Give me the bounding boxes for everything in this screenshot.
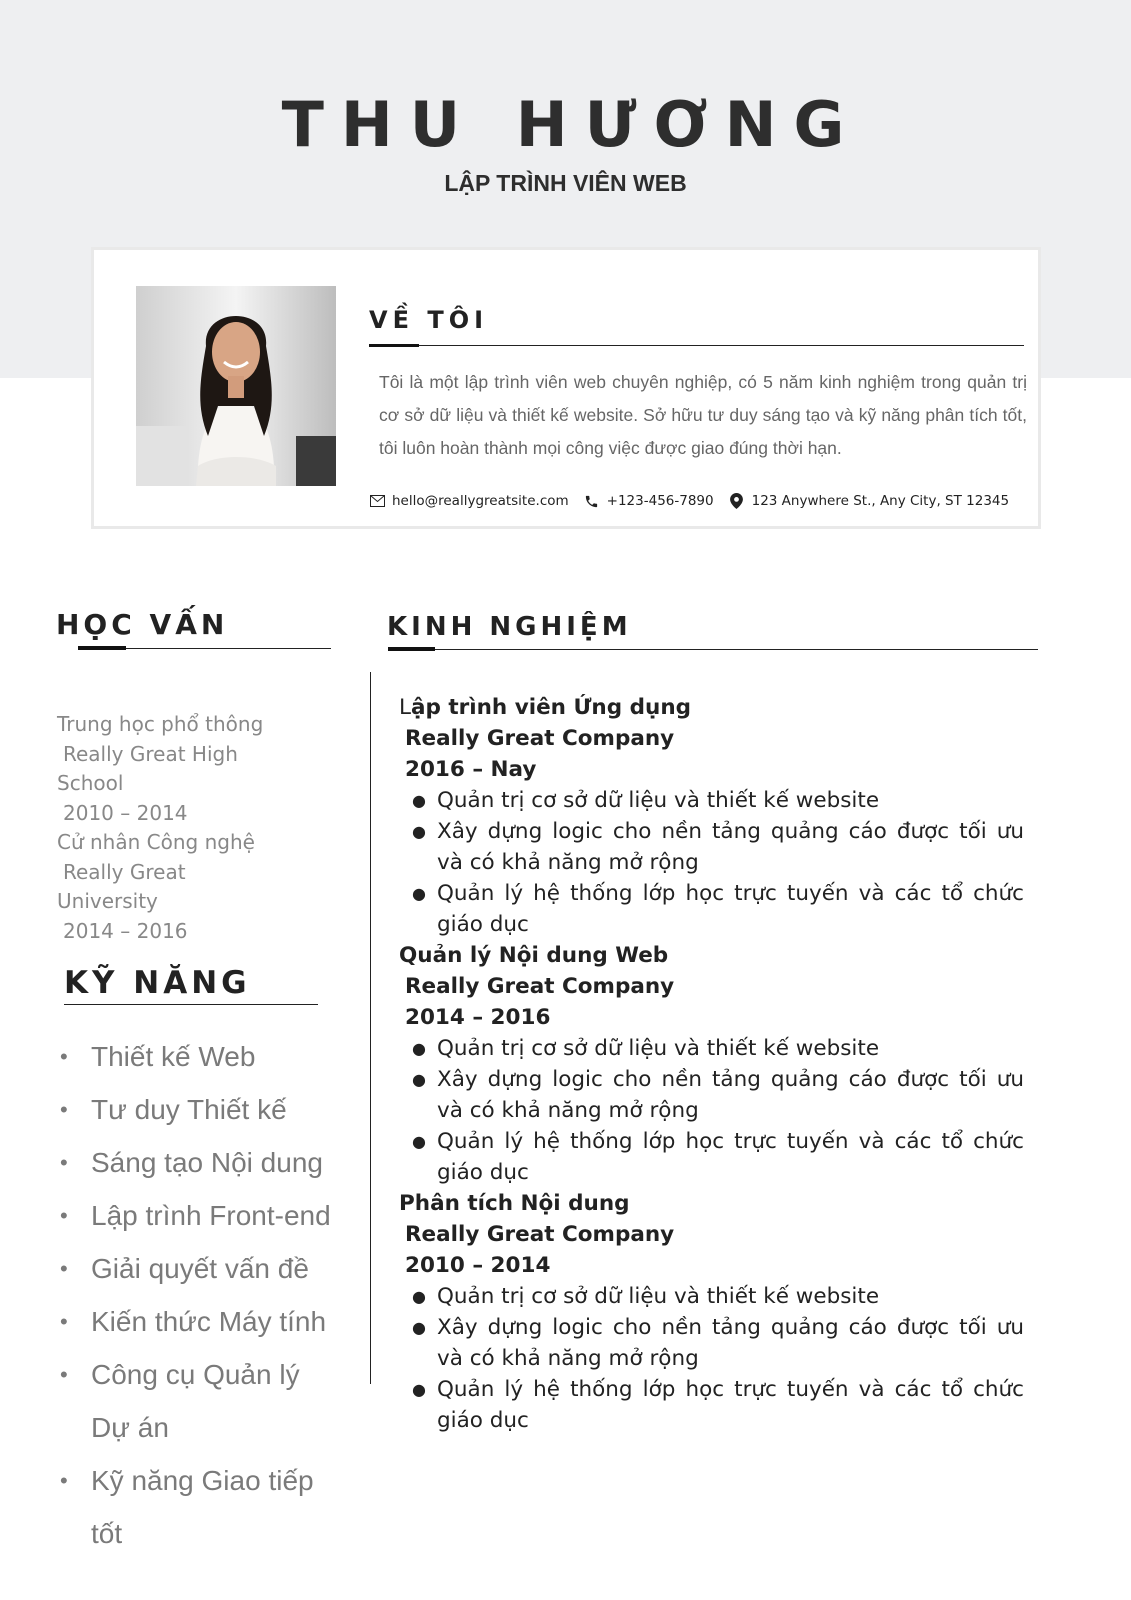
skill-label: Sáng tạo Nội dung xyxy=(91,1147,323,1178)
duty-item: ● Xây dựng logic cho nền tảng quảng cáo được tối ưu và có khả năng mở rộng xyxy=(412,819,1024,875)
education-line: Really Great xyxy=(63,859,186,884)
job-company: Really Great Company xyxy=(405,974,675,999)
duty-item: ● Quản lý hệ thống lớp học trực tuyến và các tổ chức giáo dục xyxy=(412,1129,1024,1185)
column-divider xyxy=(370,672,371,1384)
experience-entry xyxy=(399,940,1024,1188)
job-company: Really Great Company xyxy=(405,1222,675,1247)
skill-label: Thiết kế Web xyxy=(91,1041,256,1072)
job-title: Quản lý Nội dung Web xyxy=(399,943,669,968)
job-title-rest: ập trình viên Ứng dụng xyxy=(410,695,692,720)
profile-photo xyxy=(136,286,336,486)
job-period: 2010 – 2014 xyxy=(405,1253,551,1278)
skills-divider xyxy=(64,1004,318,1005)
skill-label: Kiến thức Máy tính xyxy=(91,1306,327,1337)
duty-text: Quản lý hệ thống lớp học trực tuyến và các tổ chức giáo dục xyxy=(437,1377,1024,1433)
contact-email[interactable]: hello@reallygreatsite.com xyxy=(392,493,569,509)
skill-label: Giải quyết vấn đề xyxy=(91,1253,309,1284)
duty-item: ● Quản trị cơ sở dữ liệu và thiết kế website xyxy=(412,1284,880,1309)
education-line: Trung học phổ thông xyxy=(57,712,264,736)
contact-phone[interactable]: +123-456-7890 xyxy=(606,493,714,509)
education-line: 2010 – 2014 xyxy=(63,800,188,825)
skill-label: Công cụ Quản lý Dự án xyxy=(91,1359,300,1443)
education-line: University xyxy=(57,889,158,913)
job-duties xyxy=(399,1281,1024,1436)
about-divider xyxy=(369,345,1024,346)
duty-item: ● Quản trị cơ sở dữ liệu và thiết kế website xyxy=(412,788,880,813)
skill-item: • Kỹ năng Giao tiếp tốt xyxy=(60,1465,314,1549)
duty-item: ● Xây dựng logic cho nền tảng quảng cáo được tối ưu và có khả năng mở rộng xyxy=(412,1067,1024,1123)
job-period: 2016 – Nay xyxy=(405,757,537,782)
job-title: Phân tích Nội dung xyxy=(399,1191,630,1216)
experience-entry xyxy=(399,692,1024,940)
duty-text: Xây dựng logic cho nền tảng quảng cáo được tối ưu và có khả năng mở rộng xyxy=(437,819,1024,875)
about-divider-accent xyxy=(369,344,419,347)
envelope-icon xyxy=(368,492,386,510)
job-period: 2014 – 2016 xyxy=(405,1005,551,1030)
skills-list xyxy=(60,1030,345,1560)
education-divider-accent xyxy=(78,646,126,650)
job-title xyxy=(399,692,1024,723)
skill-item: • Công cụ Quản lý Dự án xyxy=(60,1359,300,1443)
duty-text: Quản trị cơ sở dữ liệu và thiết kế website xyxy=(437,1284,880,1309)
experience-entry xyxy=(399,1188,1024,1436)
duty-text: Xây dựng logic cho nền tảng quảng cáo được tối ưu và có khả năng mở rộng xyxy=(437,1315,1024,1371)
skill-item: • Thiết kế Web xyxy=(60,1041,256,1072)
experience-divider-accent xyxy=(388,647,435,651)
about-card xyxy=(91,247,1041,529)
duty-text: Xây dựng logic cho nền tảng quảng cáo được tối ưu và có khả năng mở rộng xyxy=(437,1067,1024,1123)
duty-text: Quản lý hệ thống lớp học trực tuyến và các tổ chức giáo dục xyxy=(437,881,1024,937)
skill-item: • Giải quyết vấn đề xyxy=(60,1253,309,1284)
skill-label: Tư duy Thiết kế xyxy=(91,1094,287,1125)
job-duties xyxy=(399,785,1024,940)
job-company: Really Great Company xyxy=(405,726,675,751)
skill-label: Kỹ năng Giao tiếp tốt xyxy=(91,1465,314,1549)
education-line: 2014 – 2016 xyxy=(63,918,188,943)
education-line: School xyxy=(57,771,124,795)
contact-address: 123 Anywhere St., Any City, ST 12345 xyxy=(751,493,1010,509)
duty-item: ● Quản lý hệ thống lớp học trực tuyến và các tổ chức giáo dục xyxy=(412,1377,1024,1433)
duty-item: ● Quản lý hệ thống lớp học trực tuyến và các tổ chức giáo dục xyxy=(412,881,1024,937)
education-line: Really Great High xyxy=(63,741,238,766)
candidate-title: LẬP TRÌNH VIÊN WEB xyxy=(444,170,687,196)
skill-item: • Sáng tạo Nội dung xyxy=(60,1147,323,1178)
duty-text: Quản trị cơ sở dữ liệu và thiết kế website xyxy=(437,1036,880,1061)
location-pin-icon xyxy=(728,492,746,510)
duty-item: ● Xây dựng logic cho nền tảng quảng cáo được tối ưu và có khả năng mở rộng xyxy=(412,1315,1024,1371)
about-heading: VỀ TÔI xyxy=(369,306,489,334)
experience-list xyxy=(399,692,1024,1436)
duty-text: Quản lý hệ thống lớp học trực tuyến và các tổ chức giáo dục xyxy=(437,1129,1024,1185)
education-line: Cử nhân Công nghệ xyxy=(57,830,255,854)
candidate-name: THU HƯƠNG xyxy=(281,88,862,161)
skill-item: • Lập trình Front-end xyxy=(60,1200,331,1231)
skills-heading: KỸ NĂNG xyxy=(64,965,251,1001)
contact-row xyxy=(368,492,1009,510)
skill-label: Lập trình Front-end xyxy=(91,1200,331,1231)
skill-item: • Tư duy Thiết kế xyxy=(60,1094,287,1125)
experience-heading: KINH NGHIỆM xyxy=(387,612,632,642)
phone-icon xyxy=(583,492,601,510)
duty-item: ● Quản trị cơ sở dữ liệu và thiết kế website xyxy=(412,1036,880,1061)
skill-item: • Kiến thức Máy tính xyxy=(60,1306,327,1337)
job-duties xyxy=(399,1033,1024,1188)
education-list xyxy=(57,710,263,946)
duty-text: Quản trị cơ sở dữ liệu và thiết kế website xyxy=(437,788,880,813)
about-text: Tôi là một lập trình viên web chuyên nghiệp, có 5 năm kinh nghiệm trong quản trị cơ sở dữ liệu và thiết kế website. Sở hữu tư duy sáng tạo và kỹ năng phân tích tốt, tôi luôn hoàn thành mọi công việc được giao đúng thời hạn. xyxy=(379,372,1027,458)
education-heading: HỌC VẤN xyxy=(56,608,229,641)
job-title-initial: L xyxy=(399,695,411,720)
experience-divider xyxy=(388,649,1038,650)
